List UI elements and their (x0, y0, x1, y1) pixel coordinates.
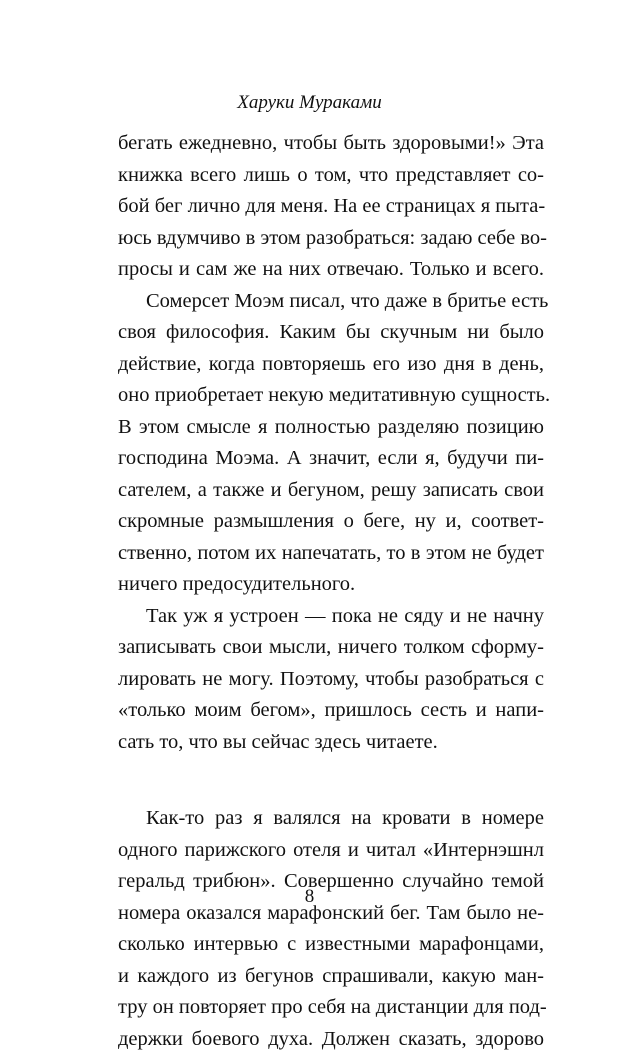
text-line: держки боевого духа. Должен сказать, здорово (118, 1024, 544, 1055)
text-line: ничего предосудительного. (118, 569, 544, 601)
text-line: «только моим бегом», пришлось сесть и напи- (118, 695, 544, 727)
text-line: скромные размышления о беге, ну и, соответ- (118, 506, 544, 538)
text-line: сать то, что вы сейчас здесь читаете. (118, 727, 544, 759)
text-line: тру он повторяет про себя на дистанции для под- (118, 992, 544, 1024)
text-line: юсь вдумчиво в этом разобраться: задаю себе во- (118, 223, 544, 255)
page-number: 8 (0, 885, 619, 909)
section-break (118, 758, 544, 803)
text-line: оно приобретает некую медитативную сущность. (118, 380, 544, 412)
text-line: господина Моэма. А значит, если я, будучи пи- (118, 443, 544, 475)
paragraph-4 (118, 803, 544, 1055)
running-header: Харуки Мураками (0, 92, 619, 114)
text-line: своя философия. Каким бы скучным ни было (118, 317, 544, 349)
text-line: просы и сам же на них отвечаю. Только и всего. (118, 254, 544, 286)
text-line: сателем, а также и бегуном, решу записать свои (118, 475, 544, 507)
text-line: Так уж я устроен — пока не сяду и не начну (118, 601, 544, 633)
text-line: и каждого из бегунов спрашивали, какую ман- (118, 961, 544, 993)
text-line: Сомерсет Моэм писал, что даже в бритье есть (118, 286, 544, 318)
paragraph-3 (118, 601, 544, 759)
text-line: записывать свои мысли, ничего толком сформу- (118, 632, 544, 664)
text-line: В этом смысле я полностью разделяю позицию (118, 412, 544, 444)
text-line: сколько интервью с известными марафонцами, (118, 929, 544, 961)
text-line: одного парижского отеля и читал «Интернэшнл (118, 835, 544, 867)
page-text (118, 128, 544, 1055)
text-line: Как-то раз я валялся на кровати в номере (118, 803, 544, 835)
text-line: лировать не могу. Поэтому, чтобы разобраться с (118, 664, 544, 696)
text-line: геральд трибюн». Совершенно случайно темой (118, 866, 544, 898)
text-line: книжка всего лишь о том, что представляет со- (118, 160, 544, 192)
text-line: бегать ежедневно, чтобы быть здоровыми!» Эта (118, 128, 544, 160)
text-line: бой бег лично для меня. На ее страницах я пыта- (118, 191, 544, 223)
text-line: действие, когда повторяешь его изо дня в день, (118, 349, 544, 381)
paragraph-2 (118, 286, 544, 601)
paragraph-1 (118, 128, 544, 286)
text-line: ственно, потом их напечатать, то в этом не будет (118, 538, 544, 570)
text-line: номера оказался марафонский бег. Там было не- (118, 898, 544, 930)
